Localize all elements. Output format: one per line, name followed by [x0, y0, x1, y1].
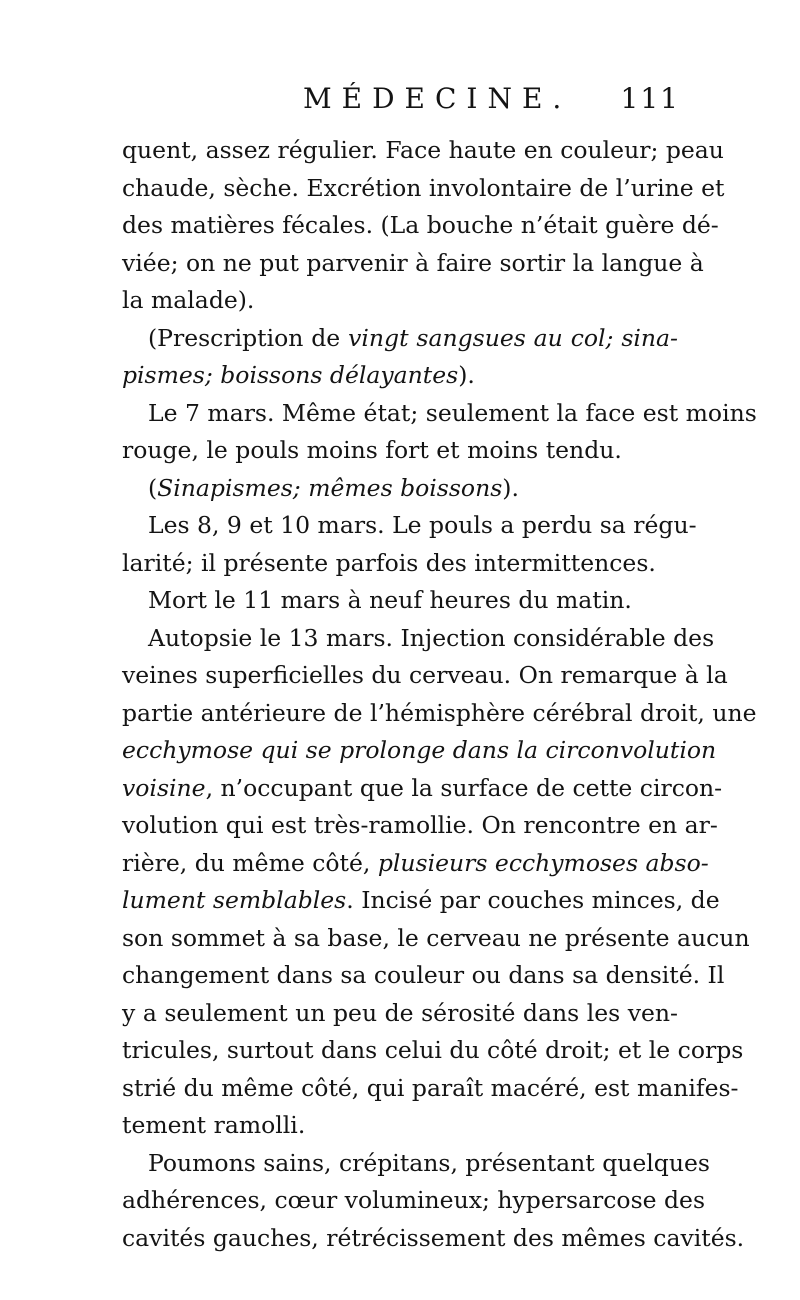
text-line: rière, du même côté, plusieurs ecchymoses abso-	[122, 848, 709, 877]
text-line: cavités gauches, rétrécissement des mêmes cavités.	[122, 1223, 745, 1252]
text-line: adhérences, cœur volumineux; hypersarcose des	[122, 1186, 706, 1214]
text-line: Le 7 mars. Même état; seulement la face est moins	[148, 398, 757, 427]
text-line: volution qui est très-ramollie. On rencontre en ar-	[122, 811, 718, 839]
text-line: y a seulement un peu de sérosité dans les ven-	[122, 998, 678, 1027]
text-line: tricules, surtout dans celui du côté droit; et le corps	[122, 1036, 744, 1064]
text-line: Les 8, 9 et 10 mars. Le pouls a perdu sa régu-	[148, 511, 697, 539]
prescription-line: (Sinapismes; mêmes boissons).	[148, 473, 519, 502]
text-line: rouge, le pouls moins fort et moins tendu.	[122, 436, 622, 464]
text-line: larité; il présente parfois des intermittences.	[122, 548, 656, 577]
text-line: chaude, sèche. Excrétion involontaire de l’urine et	[122, 173, 725, 202]
text-line: voisine, n’occupant que la surface de cette circon-	[122, 773, 723, 802]
text-line: veines superficielles du cerveau. On remarque à la	[122, 661, 728, 689]
text-line: la malade).	[122, 286, 255, 314]
text-line: ecchymose qui se prolonge dans la circonvolution	[122, 736, 717, 764]
text-line: lument semblables. Incisé par couches minces, de	[122, 886, 720, 914]
text-line: des matières fécales. (La bouche n’était guère dé-	[122, 211, 719, 239]
text-line: quent, assez régulier. Face haute en couleur; peau	[122, 136, 724, 164]
page-number: 111	[620, 82, 680, 115]
running-head: MÉDECINE.	[303, 82, 572, 115]
text-line: son sommet à sa base, le cerveau ne présente aucun	[122, 923, 750, 952]
text-line: changement dans sa couleur ou dans sa densité. Il	[122, 961, 725, 989]
text-line: strié du même côté, qui paraît macéré, est manifes-	[122, 1073, 739, 1102]
text-line: viée; on ne put parvenir à faire sortir la langue à	[122, 248, 704, 277]
prescription-line: (Prescription de vingt sangsues au col; sina-	[148, 323, 678, 352]
body-text	[122, 132, 757, 1257]
page-header	[0, 82, 800, 122]
text-line: Poumons sains, crépitans, présentant quelques	[148, 1148, 710, 1177]
text-line: partie antérieure de l’hémisphère cérébral droit, une	[122, 698, 757, 727]
prescription-line: pismes; boissons délayantes).	[122, 361, 475, 389]
text-line: Mort le 11 mars à neuf heures du matin.	[148, 586, 632, 614]
text-line: Autopsie le 13 mars. Injection considérable des	[148, 623, 715, 652]
text-line: tement ramolli.	[122, 1111, 306, 1139]
